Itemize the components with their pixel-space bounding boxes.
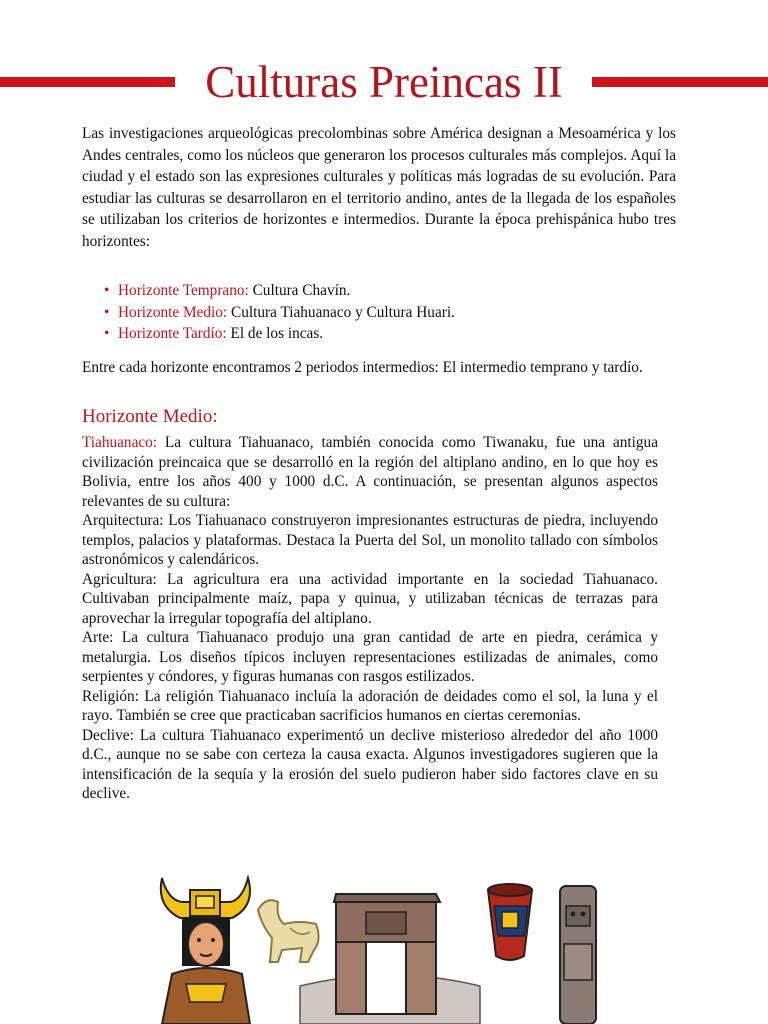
kero-vessel-image	[488, 884, 532, 960]
horizon-label: Horizonte Medio:	[118, 303, 228, 321]
tiahuanaco-paragraph	[82, 433, 658, 511]
intermedios-paragraph: Entre cada horizonte encontramos 2 periodos intermedios: El intermedio temprano y tardío.	[82, 359, 643, 376]
tiahuanaco-figure-image	[161, 878, 250, 1024]
horizon-label: Horizonte Temprano:	[118, 282, 249, 299]
list-item	[104, 323, 455, 345]
aspect-art: Arte: La cultura Tiahuanaco produjo una gran cantidad de arte en piedra, cerámica y metalurgia. Los diseños típicos incluyen representaciones estilizadas de animales, como serpientes y cóndores, y figuras humanas con rasgos estilizados.	[82, 629, 658, 685]
horizon-label: Horizonte Tardío:	[118, 325, 227, 343]
llama-image	[258, 900, 319, 962]
bullet-icon: •	[104, 325, 110, 343]
tiahuanaco-section	[82, 433, 658, 804]
list-item	[104, 302, 455, 324]
tiahuanaco-text: La cultura Tiahuanaco, también conocida como Tiwanaku, fue una antigua civilización preincaica que se desarrolló en la región del altiplano andino, en lo que hoy es Bolivia, entre los años 400 y 1000 d.C. A continuación, se presentan algunos aspectos relevantes de su cultura:	[82, 434, 658, 510]
aspect-agriculture: Agricultura: La agricultura era una actividad importante en la sociedad Tiahuanaco. Cultivaban principalmente maíz, papa y quinua, y utilizaban técnicas de terrazas para aprovechar la irregular topografía del altiplano.	[82, 570, 658, 627]
section-heading: Horizonte Medio:	[82, 406, 218, 427]
bullet-icon: •	[104, 303, 110, 321]
monolith-image	[560, 886, 596, 1024]
aspect-architecture: Arquitectura: Los Tiahuanaco construyeron impresionantes estructuras de piedra, incluyendo templos, palacios y plataformas. Destaca la Puerta del Sol, un monolito tallado con símbolos astronómicos y calendáricos.	[82, 512, 658, 568]
tiahuanaco-label: Tiahuanaco:	[82, 434, 158, 451]
list-item	[104, 280, 455, 302]
aspect-religion: Religión: La religión Tiahuanaco incluía la adoración de deidades como el sol, la luna y el rayo. También se cree que practicaban sacrificios humanos en ciertas ceremonias.	[82, 687, 658, 724]
page-title: Culturas Preincas II	[205, 57, 563, 107]
intro-paragraph: Las investigaciones arqueológicas precolombinas sobre América designan a Mesoamérica y los Andes centrales, como los núcleos que generaron los procesos culturales más complejos. Aquí la ciudad y el estado son las expresiones culturales y políticas más logradas de su evolución. Para estudiar las culturas se desarrollaron en el territorio andino, antes de la llegada de los españoles se utilizaban los criterios de horizontes e intermedios. Durante la época prehispánica hubo tres horizontes:	[82, 125, 676, 250]
puerta-del-sol-image	[300, 894, 480, 1024]
horizon-text: El de los incas.	[226, 325, 324, 343]
horizons-list	[104, 280, 455, 345]
horizon-text: Cultura Tiahuanaco y Cultura Huari.	[227, 303, 455, 321]
tiahuanaco-illustration	[150, 866, 610, 1024]
aspect-decline: Declive: La cultura Tiahuanaco experimentó un declive misterioso alrededor del año 1000 d.C., aunque no se sabe con certeza la causa exacta. Algunos investigadores sugieren que la intensificación de la sequía y la erosión del suelo pudieron haber sido factores clave en su declive.	[82, 726, 658, 802]
bullet-icon: •	[104, 282, 110, 299]
horizon-text: Cultura Chavín.	[248, 282, 351, 299]
